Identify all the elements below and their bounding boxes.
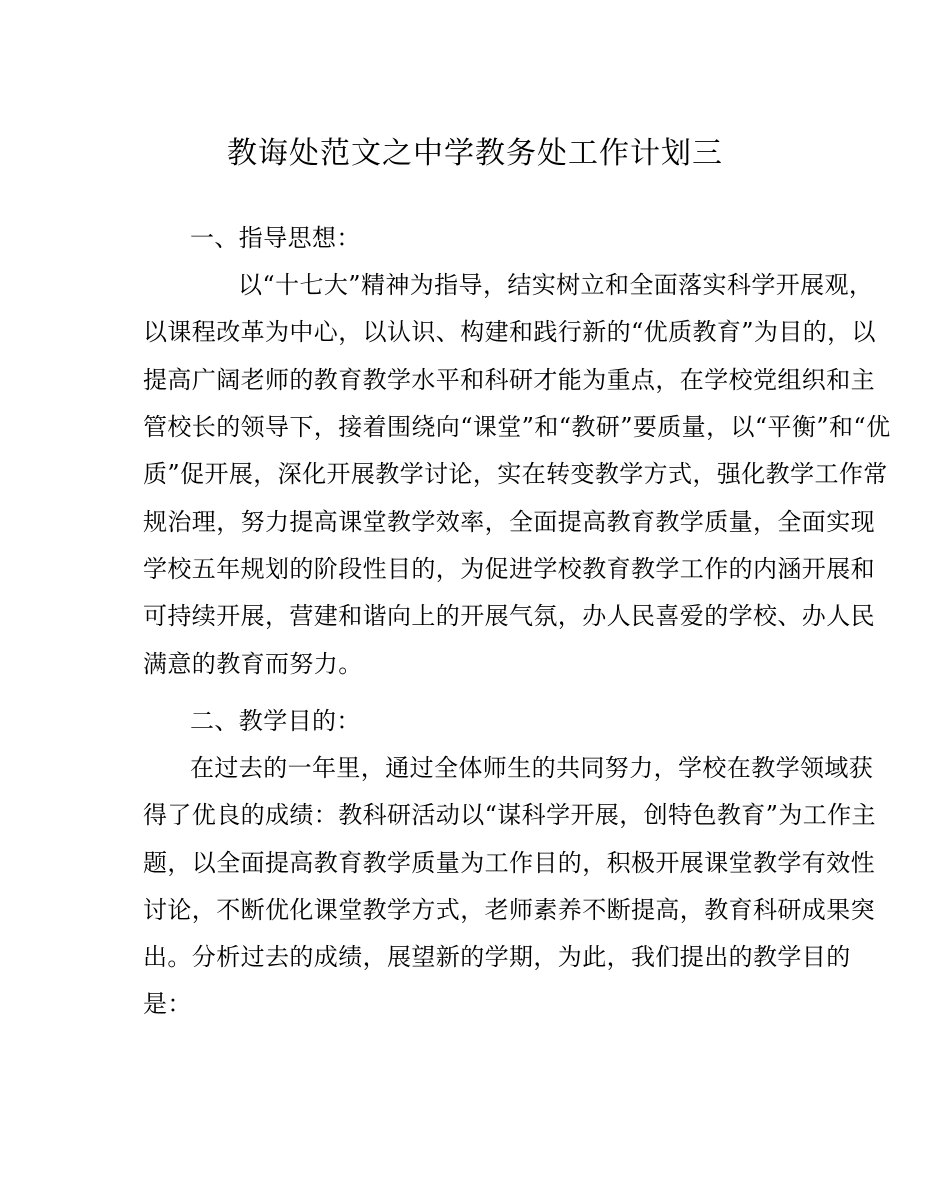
paragraph-line: 出。分析过去的成绩，展望新的学期，为此，我们提出的教学目的	[143, 943, 851, 971]
paragraph-line: 题，以全面提高教育教学质量为工作目的，积极开展课堂教学有效性	[143, 849, 875, 877]
paragraph-line: 得了优良的成绩：教科研活动以“谋科学开展，创特色教育”为工作主	[143, 801, 876, 829]
paragraph-line: 是：	[143, 990, 192, 1018]
paragraph-line: 规治理，努力提高课堂教学效率，全面提高教育教学质量，全面实现	[143, 508, 875, 536]
paragraph-line: 可持续开展，营建和谐向上的开展气氛，办人民喜爱的学校、办人民	[143, 602, 875, 630]
paragraph-line: 学校五年规划的阶段性目的，为促进学校教育教学工作的内涵开展和	[143, 555, 875, 583]
paragraph-line: 管校长的领导下，接着围绕向“课堂”和“教研”要质量，以“平衡”和“优	[143, 413, 891, 441]
section-heading-teaching-objectives: 二、教学目的：	[190, 707, 361, 735]
section-heading-guiding-ideology: 一、指导思想：	[190, 224, 361, 252]
paragraph-line: 讨论，不断优化课堂教学方式，老师素养不断提高，教育科研成果突	[143, 896, 875, 924]
paragraph-line: 以“十七大”精神为指导，结实树立和全面落实科学开展观，	[238, 271, 874, 299]
document-title: 教诲处范文之中学教务处工作计划三	[227, 136, 723, 171]
paragraph-line: 在过去的一年里，通过全体师生的共同努力，学校在教学领域获	[190, 754, 874, 782]
paragraph-line: 以课程改革为中心，以认识、构建和践行新的“优质教育”为目的，以	[143, 318, 876, 346]
paragraph-line: 满意的教育而努力。	[143, 650, 363, 678]
paragraph-line: 提高广阔老师的教育教学水平和科研才能为重点，在学校党组织和主	[143, 366, 875, 394]
paragraph-line: 质”促开展，深化开展教学讨论，实在转变教学方式，强化教学工作常	[143, 460, 888, 488]
